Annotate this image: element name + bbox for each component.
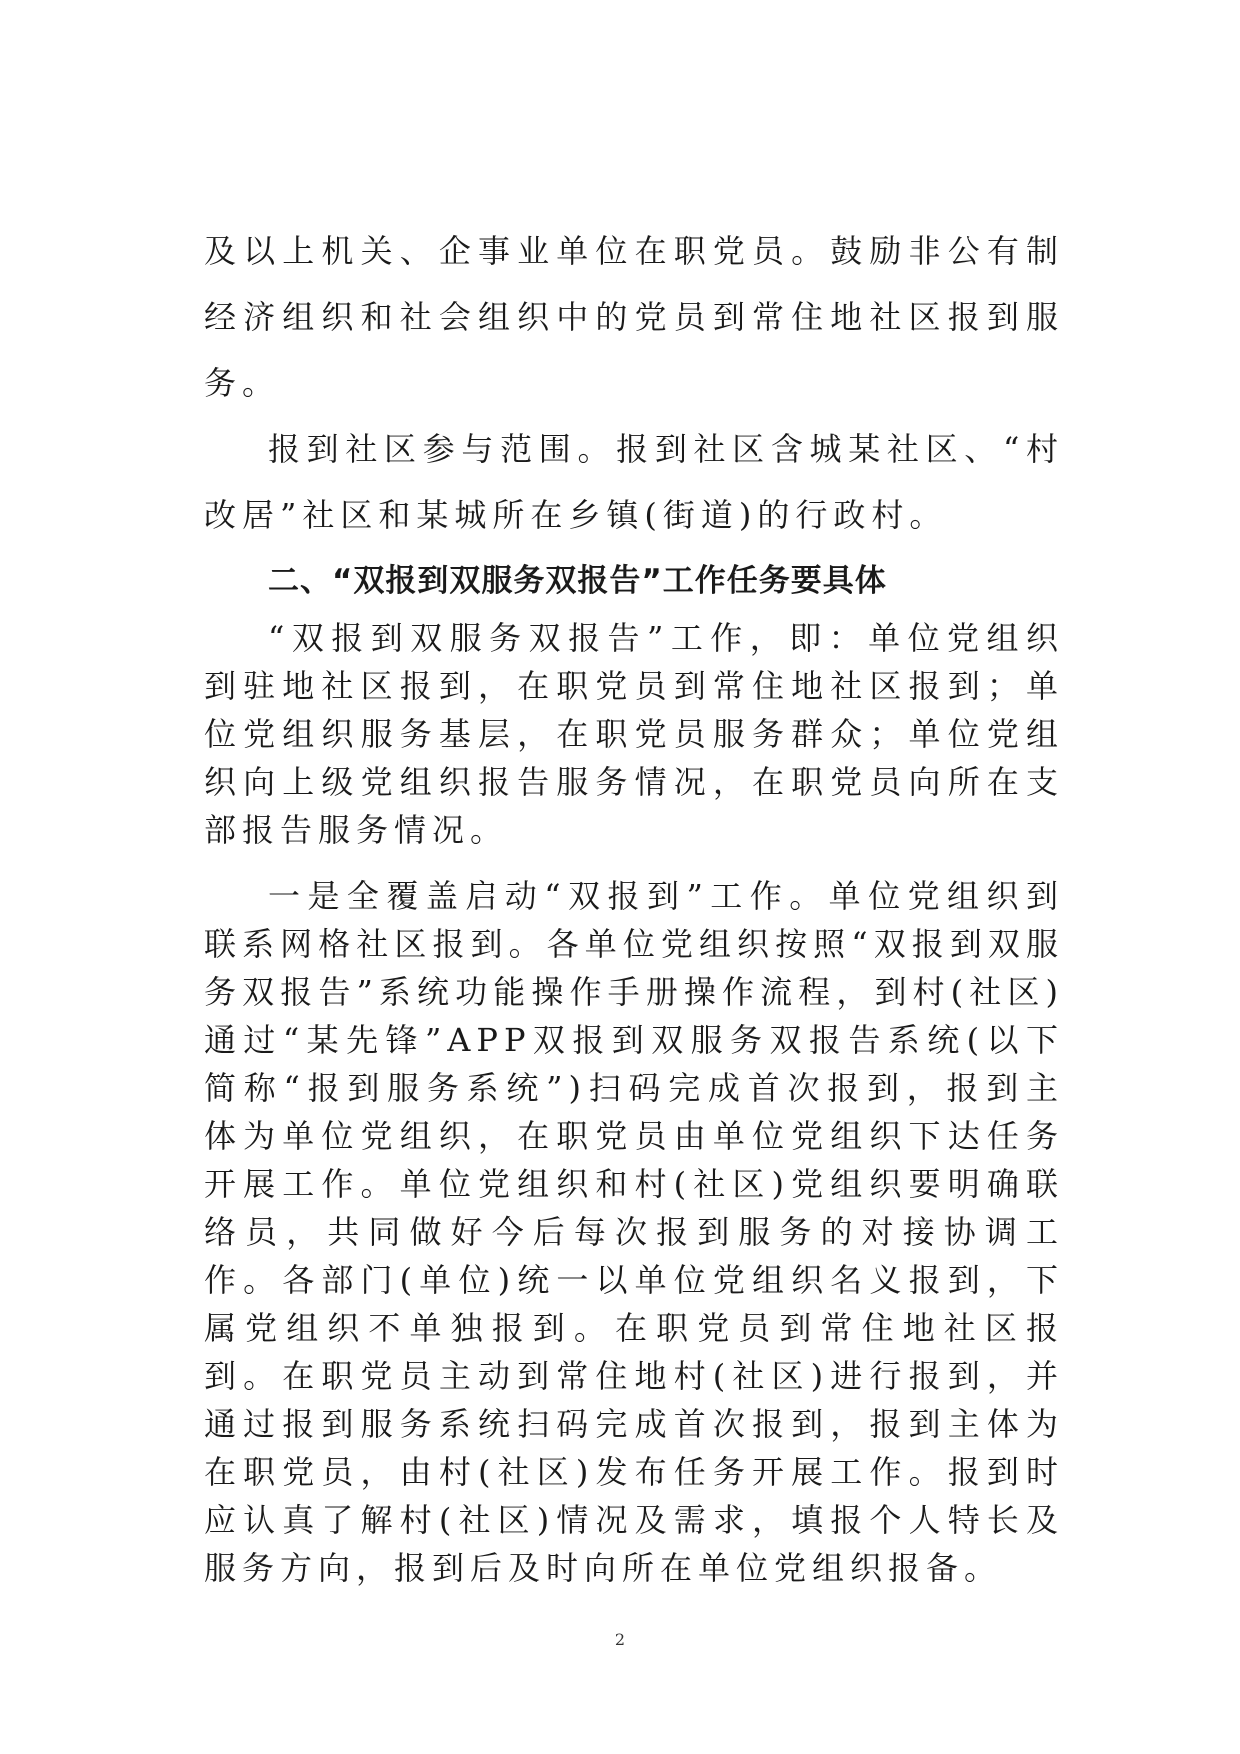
paragraph-double-report: 一是全覆盖启动“双报到”工作。单位党组织到联系网格社区报到。各单位党组织按照“双报到双服务双报告”系统功能操作手册操作流程，到村(社区)通过“某先锋”APP双报到双服务双报告系统(以下简称“报到服务系统”)扫码完成首次报到，报到主体为单位党组织，在职党员由单位党组织下达任务开展工作。单位党组织和村(社区)党组织要明确联络员，共同做好今后每次报到服务的对接协调工作。各部门(单位)统一以单位党组织名义报到，下属党组织不单独报到。在职党员到常住地社区报到。在职党员主动到常住地村(社区)进行报到，并通过报到服务系统扫码完成首次报到，报到主体为在职党员，由村(社区)发布任务开展工作。报到时应认真了解村(社区)情况及需求，填报个人特长及服务方向，报到后及时向所在单位党组织报备。 [204,877,1064,1587]
section-heading: 二、“双报到双服务双报告”工作任务要具体 [268,563,887,599]
paragraph-definition: “双报到双服务双报告”工作，即：单位党组织到驻地社区报到，在职党员到常住地社区报到；单位党组织服务基层，在职党员服务群众；单位党组织向上级党组织报告服务情况，在职党员向所在支部报告服务情况。 [204,619,1064,849]
page-content [204,218,1064,1592]
page-number: 2 [614,1630,626,1649]
paragraph-continuation: 及以上机关、企事业单位在职党员。鼓励非公有制经济组织和社会组织中的党员到常住地社区报到服务。 [204,232,1064,402]
paragraph-gap [204,854,1064,872]
paragraph-scope: 报到社区参与范围。报到社区含城某社区、“村改居”社区和某城所在乡镇(街道)的行政村。 [204,430,1064,534]
